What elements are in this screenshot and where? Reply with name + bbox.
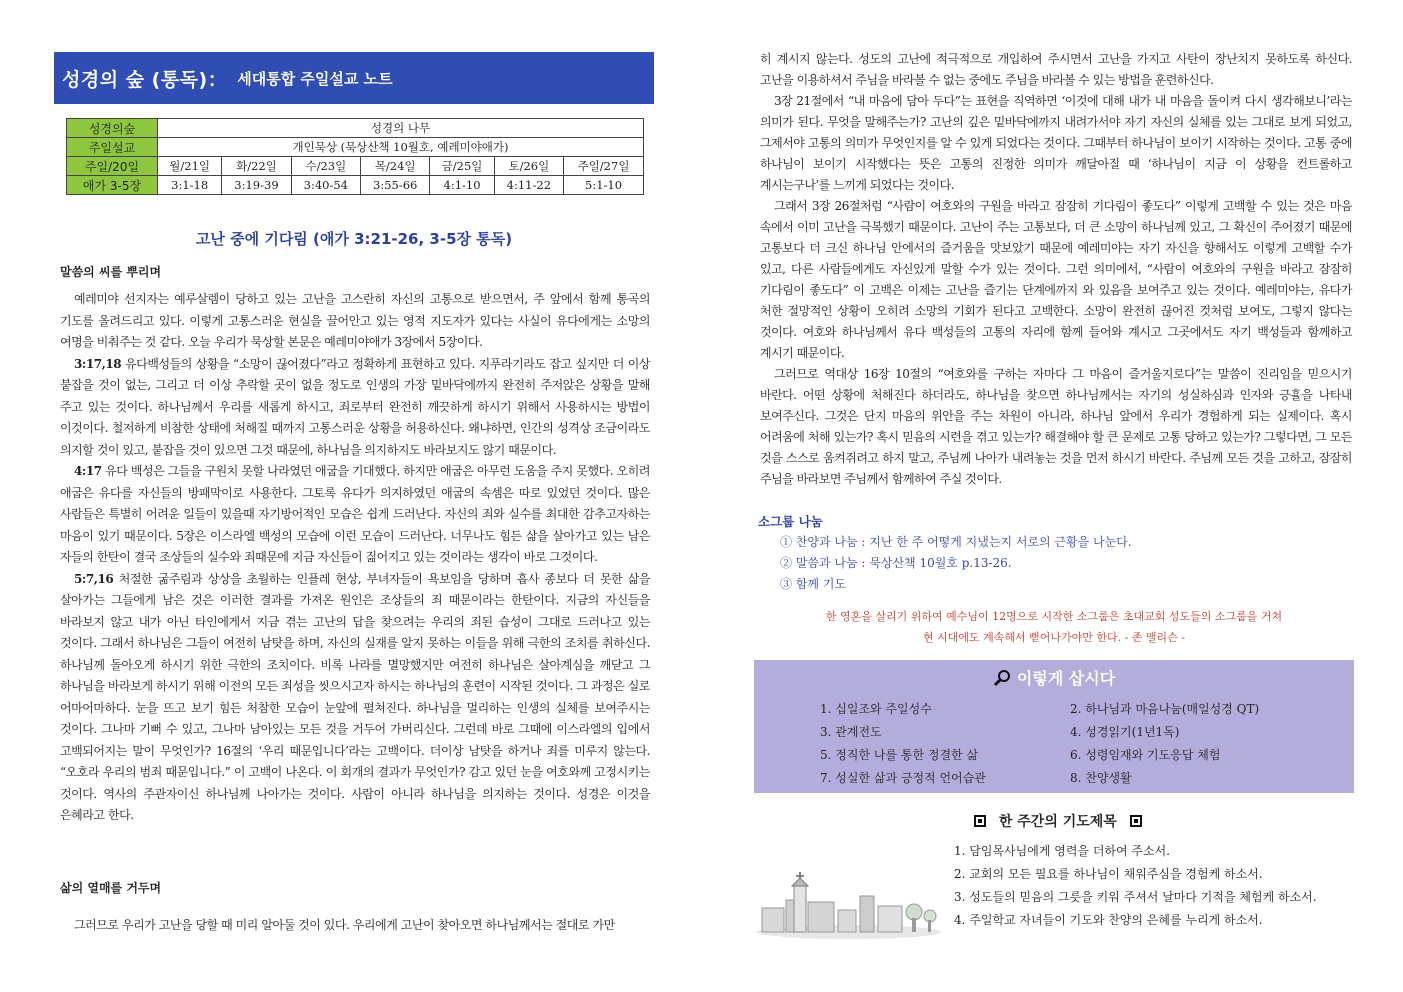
list-item: 7. 성실한 삶과 긍정적 언어습관 <box>820 771 986 785</box>
church-illustration <box>754 870 944 940</box>
table-row <box>67 119 644 138</box>
list-item: 2. 교회의 모든 필요를 하나님이 채워주심을 경험케 하소서. <box>954 867 1263 881</box>
list-item: ③ 함께 기도 <box>780 577 846 591</box>
table-row <box>67 138 644 157</box>
table-cell: 성경의 나무 <box>158 119 644 138</box>
list-item: 2. 하나님과 마음나눔(매일성경 QT) <box>1070 702 1260 716</box>
list-item: 4. 주일학교 자녀들이 기도와 찬양의 은혜를 누리게 하소서. <box>954 913 1263 927</box>
banner-title: 성경의 숲 (통독)： <box>62 68 228 91</box>
paragraph: 그러므로 역대상 16장 10절의 “여호와를 구하는 자마다 그 마음이 즐거울지로다”는 말씀이 진리임을 믿으시기 바란다. 어떤 상황에 처해진다 하더라도, 하나님을 찾으면 하나님께서는 자기의 성실하심과 인자와 긍휼을 나타내 보여주신다. 그것은 단지 마음의 위안을 주는 차원이 아니라, 하나님 앞에서 우리가 경험하게 되는 실제이다. 혹시 어려움에 처해 있는가? 혹시 믿음의 시련을 겪고 있는가? 해결해야 할 큰 문제로 고통 당하고 있는가? 그렇다면, 그 모든 것을 스스로 움켜쥐려고 하지 말고, 주님께 나아가 내려놓는 것을 먼저 하시기 바란다. 주님께 모든 것을 고하고, 잠잠히 주님을 바라보면 주님께서 함께하여 주실 것이다. <box>760 367 1352 486</box>
quote-line: 한 영혼을 살리기 위하여 예수님이 12명으로 시작한 소그룹은 초대교회 성도들의 소그룹을 거쳐 <box>825 610 1283 623</box>
schedule-table <box>66 118 644 195</box>
table-cell: 개인묵상 (묵상산책 10월호, 예레미야애가) <box>158 138 644 157</box>
small-group-list <box>780 532 1132 595</box>
section-heading-harvest: 삶의 열매를 거두며 <box>60 881 162 895</box>
table-cell: 수/23일 <box>291 157 360 176</box>
small-group-heading: 소그룹 나눔 <box>758 514 823 529</box>
table-cell: 금/25일 <box>430 157 494 176</box>
paragraph-text: 처절한 굶주림과 상상을 초월하는 인플레 현상, 부녀자들이 욕보임을 당하며 흡사 종보다 더 못한 삶을 살아가는 그들에게 남은 것은 이러한 결과를 가져온 원인은 조상들의 죄 때문이라는 한탄이다. 지금의 자신들을 바라보지 않고 내가 아닌 타인에게서 지금 겪는 고난의 답을 찾으려는 우리의 죄된 습성이 그대로 드러나고 있는 것이다. 그래서 하나님은 그들이 여전히 남탓을 하며, 자신의 실재를 알지 못하는 이들을 위해 극한의 조치를 취하신다. 하나님께 돌아오게 하시기 위한 극한의 조치이다. 비록 나라를 멸망했지만 여전히 하나님은 살아계심을 깨닫고 그 하나님을 바라보게 하시기 위해 이전의 모든 죄성을 씻으시고자 하시는 하나님의 훈련이 시작된 것이다. 그 과정은 실로 어마어마하다. 눈을 뜨고 보기 힘든 처참한 모습이 눈앞에 펼쳐진다. 하나님을 멀리하는 인생의 실체를 보여주시는 것이다. 그나마 기뻐 수 있고, 그나마 남아있는 모든 것을 거두어 가버리신다. 그런데 바로 그때에 이스라엘의 입에서 고백되어지는 말이 무엇인가? 16절의 ‘우리 때문입니다’라는 고백이다. 더이상 남탓을 하거나 죄를 미루지 않는다. “오호라 우리의 범죄 때문입니다.” 이 고백이 나온다. 이 회개의 결과가 무엇인가? 감고 있던 눈을 여호와께 고정시키는 것이다. 역사의 주관자이신 하나님께 나아가는 것이다. 사람이 아니라 하나님을 의지하는 것이다. 성경은 이것을 은혜라고 한다. <box>60 571 650 822</box>
live-list-right <box>1070 698 1259 790</box>
paragraph <box>60 461 650 569</box>
table-cell: 토/26일 <box>494 157 563 176</box>
list-item: 1. 십일조와 주일성수 <box>820 702 932 716</box>
paragraph: 그러므로 우리가 고난을 당할 때 미리 알아둘 것이 있다. 우리에게 고난이 찾아오면 하나님께서는 절대로 가만 <box>74 918 615 932</box>
table-row <box>67 157 644 176</box>
live-list-left <box>820 698 986 790</box>
table-label: 주일/20일 <box>67 157 158 176</box>
table-cell: 3:19-39 <box>222 176 291 195</box>
section-heading-sow: 말씀의 씨를 뿌리며 <box>60 265 162 279</box>
table-row <box>67 176 644 195</box>
paragraph <box>60 354 650 462</box>
prayer-title: 한 주간의 기도제목 <box>998 814 1117 830</box>
paragraph: 히 계시지 않는다. 성도의 고난에 적극적으로 개입하여 주시면서 고난을 가지고 사탄이 장난치지 못하도록 하신다. 고난을 이용하셔서 주님을 바라볼 수 없는 중에도 주님을 바라볼 수 있는 방법을 훈련하신다. <box>760 52 1352 87</box>
banner <box>54 52 654 104</box>
banner-subtitle: 세대통합 주일설교 노트 <box>237 69 393 88</box>
table-cell: 4:1-10 <box>430 176 494 195</box>
table-cell: 3:1-18 <box>158 176 222 195</box>
live-box <box>754 660 1354 793</box>
list-item: 3. 관계전도 <box>820 725 882 739</box>
live-title <box>754 666 1354 689</box>
list-item: 5. 정직한 나를 통한 정결한 삶 <box>820 748 979 762</box>
verse-ref: 5:7,16 <box>74 571 114 586</box>
table-cell: 3:40-54 <box>291 176 360 195</box>
paragraph: 그래서 3장 26절처럼 “사람이 여호와의 구원을 바라고 잠잠히 기다림이 좋도다” 이렇게 고백할 수 있는 것은 마음 속에서 이미 고난을 극복했기 때문이다. 고난이 주는 고통보다, 더 큰 소망이 하나님께 있고, 그 확신이 주어졌기 때문에 고통보다 더 크신 하나님 안에서의 즐거움을 맛보았기 때문에 예레미야는 자기 자신을 향해서도 이렇게 고백할 수가 있고, 다른 사람들에게도 자신있게 말할 수가 있는 것이다. 그런 의미에서, “사람이 여호와의 구원을 바라고 잠잠히 기다림이 좋도다” 이 고백은 이제는 고난을 즐기는 단계에까지 와 있음을 보여주고 있는 것이다. 예레미야는, 유다가 처한 절망적인 상황이 오히려 소망의 기회가 된다고 고백한다. 소망이 완전히 끊어진 것처럼 보여도, 그렇지 않다는 것이다. 여호와 하나님께서 유다 백성들의 고통의 자리에 함께 들어와 계시고 그곳에서도 자기 백성들과 함께하고 계시기 때문이다. <box>760 199 1352 360</box>
paragraph: 예레미야 선지자는 예루살렘이 당하고 있는 고난을 고스란히 자신의 고통으로 받으면서, 주 앞에서 함께 통곡의 기도를 올려드리고 있다. 이렇게 고통스러운 현실을 끌어안고 있는 영적 지도자가 있다는 사실이 유다에게는 소망의 여명을 비춰주는 것 같다. 오늘 우리가 묵상할 본문은 예레미야애가 3장에서 5장이다. <box>60 292 650 349</box>
paragraph: 3장 21절에서 “내 마음에 담아 두다”는 표현을 직역하면 ‘이것에 대해 내가 내 마음을 돌이켜 다시 생각해보니’라는 의미가 된다. 무엇을 말해주는가? 고난의 깊은 밑바닥에까지 내려가서야 자기 자신의 실체를 있는 그대로 보게 되었고, 그제서야 고통의 의미가 무엇인지를 알 수 있게 되었다는 것이다. 그때부터 하나님이 보이기 시작하는 것이다. 고통 중에 하나님이 보이기 시작했다는 뜻은 고통의 진정한 의미가 깨달아질 때 ‘하나님이 지금 이 상황을 컨트롤하고 계시는구나’를 느끼게 되었다는 것이다. <box>760 94 1352 192</box>
prayer-heading <box>974 811 1142 831</box>
live-title-text: 이렇게 삽시다 <box>1016 669 1116 688</box>
prayer-list <box>954 840 1317 932</box>
left-body-end <box>60 915 650 937</box>
magnifier-icon <box>993 669 1011 687</box>
list-item: 6. 성령임재와 기도응답 체험 <box>1070 748 1221 762</box>
list-item: ② 말씀과 나눔 : 묵상산책 10월호 p.13-26. <box>780 556 1012 570</box>
paragraph <box>60 569 650 827</box>
verse-ref: 3:17,18 <box>74 356 122 371</box>
list-item: 1. 담임목사님에게 영력을 더하여 주소서. <box>954 844 1170 858</box>
table-cell: 월/21일 <box>158 157 222 176</box>
table-cell: 5:1-10 <box>564 176 644 195</box>
table-cell: 목/24일 <box>361 157 430 176</box>
table-cell: 4:11-22 <box>494 176 563 195</box>
quote-line: 현 시대에도 계속해서 뻗어나가야만 한다. - 존 맬리슨 - <box>922 631 1186 644</box>
list-item: 3. 성도들의 믿음의 그릇을 키워 주셔서 날마다 기적을 체험케 하소서. <box>954 890 1317 904</box>
table-cell: 화/22일 <box>222 157 291 176</box>
square-bullet-icon <box>1130 815 1142 827</box>
quote <box>754 606 1354 648</box>
table-label: 주일설교 <box>67 138 158 157</box>
list-item: 4. 성경읽기(1년1독) <box>1070 725 1180 739</box>
paragraph-text: 유다백성들의 상황을 “소망이 끊어졌다”라고 정확하게 표현하고 있다. 지푸라기라도 잡고 싶지만 더 이상 붙잡을 것이 없는, 그리고 더 이상 추락할 곳이 없을 정도로 인생의 가장 밑바닥에까지 완전히 주저앉은 상황을 말해 주고 있는 것이다. 하나님께서 우리를 새롭게 하시고, 죄로부터 완전히 깨끗하게 하시기 위해서 사용하시는 방법이 이것이다. 철저하게 비참한 상태에 처해질 때까지 고통스러운 상황을 허용하신다. 왜냐하면, 인간의 성격상 조금이라도 의지할 것이 있고, 붙잡을 것이 있으면 그것 때문에, 하나님을 의지하지도 바라보지도 않기 때문이다. <box>60 356 650 457</box>
square-bullet-icon <box>974 815 986 827</box>
sermon-title: 고난 중에 기다림 (애가 3:21-26, 3-5장 통독) <box>195 230 513 248</box>
paragraph-text: 유다 백성은 그들을 구원치 못할 나라였던 애굽을 기대했다. 하지만 애굽은 아무런 도움을 주지 못했다. 오히려 애굽은 유다를 자신들의 방패막이로 사용한다. 그토록 유다가 의지하였던 애굽의 속셈은 따로 있었던 것이다. 많은 사람들은 특별히 어려운 일들이 있을때 자기방어적인 모습은 쉽게 드러난다. 자신의 죄와 실수를 최대한 감추고자하는 마음이 있기 때문이다. 5장은 이스라엘 백성의 모습에 이런 모습이 드러난다. 너무나도 힘든 삶을 살아가고 있는 남은 자들의 한탄이 결국 조상들의 실수와 죄때문에 지금 자신들이 짊어지고 있는 것이라는 생각이 바로 그것이다. <box>60 464 650 564</box>
left-body <box>60 289 650 827</box>
table-cell: 3:55-66 <box>361 176 430 195</box>
list-item: ① 찬양과 나눔 : 지난 한 주 어떻게 지냈는지 서로의 근황을 나눈다. <box>780 535 1132 549</box>
verse-ref: 4:17 <box>74 464 102 478</box>
list-item: 8. 찬양생활 <box>1070 771 1132 785</box>
table-label: 성경의숲 <box>67 119 158 138</box>
right-body <box>760 49 1352 490</box>
table-cell: 주일/27일 <box>564 157 644 176</box>
table-label: 애가 3-5장 <box>67 176 158 195</box>
